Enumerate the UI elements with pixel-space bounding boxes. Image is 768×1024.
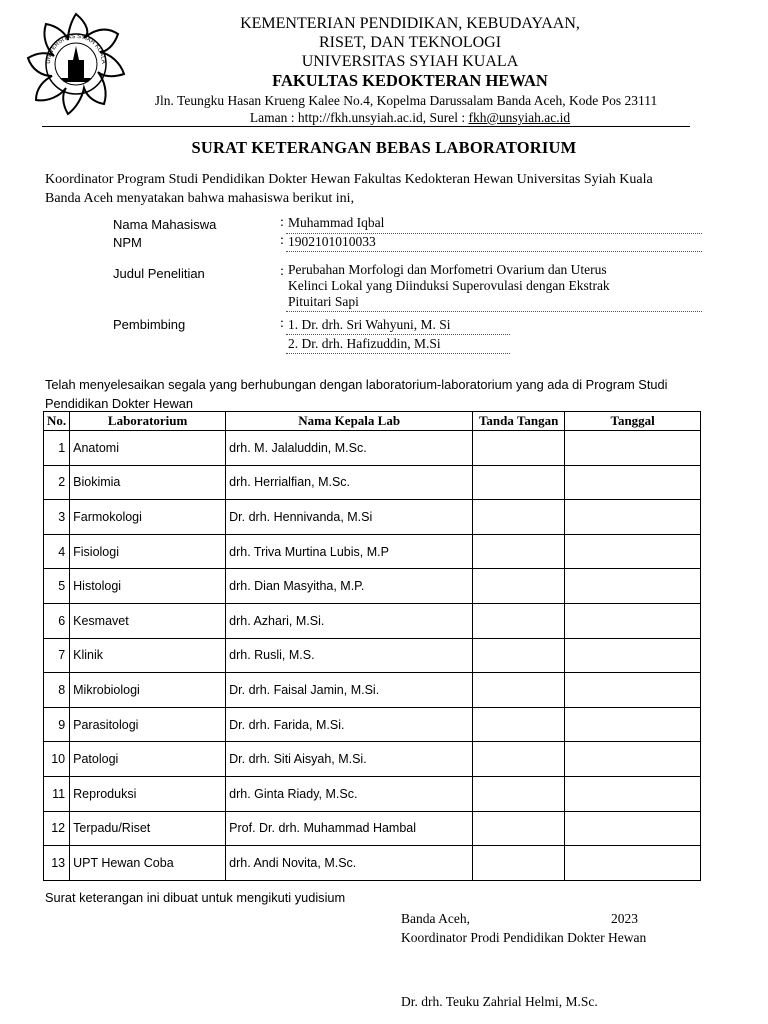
npm-label: NPM [113, 235, 142, 250]
row-no: 4 [44, 534, 70, 569]
date-cell[interactable] [565, 569, 701, 604]
row-head: Dr. drh. Faisal Jamin, M.Si. [226, 673, 473, 708]
completion-line-1: Telah menyelesaikan segala yang berhubungan dengan laboratorium-laboratorium yang ada di Program Studi [45, 377, 668, 392]
signature-cell[interactable] [473, 465, 565, 500]
university-logo [22, 10, 130, 118]
laboratory-table [43, 411, 701, 881]
table-row [44, 638, 701, 673]
row-lab: Fisiologi [70, 534, 226, 569]
signature-year: 2023 [611, 911, 638, 926]
row-lab: Histologi [70, 569, 226, 604]
research-title-colon: : [280, 264, 284, 279]
row-no: 9 [44, 707, 70, 742]
row-head: drh. M. Jalaluddin, M.Sc. [226, 431, 473, 466]
date-cell[interactable] [565, 500, 701, 535]
table-row [44, 673, 701, 708]
signature-cell[interactable] [473, 742, 565, 777]
npm-colon: : [280, 233, 284, 248]
signature-cell[interactable] [473, 534, 565, 569]
faculty-name: FAKULTAS KEDOKTERAN HEWAN [272, 71, 548, 90]
date-cell[interactable] [565, 811, 701, 846]
svg-text:UNIVERSITAS SYIAH KUALA: UNIVERSITAS SYIAH KUALA [45, 33, 107, 65]
signatory-name: Dr. drh. Teuku Zahrial Helmi, M.Sc. [401, 994, 598, 1009]
row-no: 11 [44, 776, 70, 811]
name-colon: : [280, 215, 284, 230]
table-row [44, 811, 701, 846]
row-head: drh. Dian Masyitha, M.P. [226, 569, 473, 604]
row-no: 13 [44, 846, 70, 881]
email-link[interactable]: fkh@unsyiah.ac.id [468, 110, 571, 125]
supervisor-2-dotline [286, 353, 510, 354]
table-row [44, 534, 701, 569]
research-title-line-2: Kelinci Lokal yang Diinduksi Superovulasi dengan Ekstrak [288, 278, 610, 293]
signature-place: Banda Aceh, [401, 911, 470, 926]
row-head: drh. Azhari, M.Si. [226, 603, 473, 638]
row-lab: Klinik [70, 638, 226, 673]
date-cell[interactable] [565, 534, 701, 569]
supervisor-1-dotline [286, 334, 510, 335]
row-lab: Anatomi [70, 431, 226, 466]
research-title-line-1: Perubahan Morfologi dan Morfometri Ovarium dan Uterus [288, 262, 607, 277]
row-no: 2 [44, 465, 70, 500]
row-lab: UPT Hewan Coba [70, 846, 226, 881]
row-no: 8 [44, 673, 70, 708]
row-head: Prof. Dr. drh. Muhammad Hambal [226, 811, 473, 846]
row-head: Dr. drh. Hennivanda, M.Si [226, 500, 473, 535]
address-line: Jln. Teungku Hasan Krueng Kalee No.4, Kopelma Darussalam Banda Aceh, Kode Pos 23111 [154, 93, 658, 108]
row-lab: Biokimia [70, 465, 226, 500]
header-rule [42, 126, 690, 127]
name-label: Nama Mahasiswa [113, 217, 217, 232]
signature-cell[interactable] [473, 638, 565, 673]
header-laboratory: Laboratorium [70, 412, 226, 431]
date-cell[interactable] [565, 776, 701, 811]
ministry-line-1: KEMENTERIAN PENDIDIKAN, KEBUDAYAAN, [240, 15, 580, 32]
date-cell[interactable] [565, 742, 701, 777]
row-head: drh. Herrialfian, M.Sc. [226, 465, 473, 500]
signature-cell[interactable] [473, 707, 565, 742]
table-row [44, 742, 701, 777]
signature-cell[interactable] [473, 846, 565, 881]
signature-role: Koordinator Prodi Pendidikan Dokter Hewan [401, 930, 647, 945]
npm-dotline [286, 251, 702, 252]
date-cell[interactable] [565, 603, 701, 638]
table-row [44, 431, 701, 466]
header-signature: Tanda Tangan [473, 412, 565, 431]
table-row [44, 776, 701, 811]
date-cell[interactable] [565, 431, 701, 466]
website-text: Laman : http://fkh.unsyiah.ac.id, Surel : [249, 110, 469, 125]
row-lab: Patologi [70, 742, 226, 777]
table-row [44, 569, 701, 604]
row-no: 7 [44, 638, 70, 673]
signature-cell[interactable] [473, 811, 565, 846]
name-value: Muhammad Iqbal [288, 215, 385, 230]
header-no: No. [44, 412, 70, 431]
table-row [44, 846, 701, 881]
university-name: UNIVERSITAS SYIAH KUALA [301, 53, 519, 70]
table-row [44, 500, 701, 535]
row-head: Dr. drh. Farida, M.Si. [226, 707, 473, 742]
row-no: 1 [44, 431, 70, 466]
row-lab: Reproduksi [70, 776, 226, 811]
research-title-label: Judul Penelitian [113, 266, 205, 281]
row-head: drh. Triva Murtina Lubis, M.P [226, 534, 473, 569]
row-lab: Parasitologi [70, 707, 226, 742]
signature-cell[interactable] [473, 603, 565, 638]
row-no: 3 [44, 500, 70, 535]
npm-value: 1902101010033 [288, 234, 376, 249]
row-head: Dr. drh. Siti Aisyah, M.Si. [226, 742, 473, 777]
completion-line-2: Pendidikan Dokter Hewan [45, 396, 193, 411]
row-lab: Farmokologi [70, 500, 226, 535]
document-title: SURAT KETERANGAN BEBAS LABORATORIUM [191, 138, 577, 157]
table-row [44, 603, 701, 638]
research-title-dotline [286, 311, 702, 312]
table-row [44, 707, 701, 742]
supervisor-1: 1. Dr. drh. Sri Wahyuni, M. Si [288, 317, 451, 332]
row-head: drh. Ginta Riady, M.Sc. [226, 776, 473, 811]
signature-cell[interactable] [473, 500, 565, 535]
intro-line-2: Banda Aceh menyatakan bahwa mahasiswa berikut ini, [45, 191, 355, 206]
header-lab-head: Nama Kepala Lab [226, 412, 473, 431]
header-date: Tanggal [565, 412, 701, 431]
row-lab: Kesmavet [70, 603, 226, 638]
table-header-row [44, 412, 701, 431]
row-lab: Terpadu/Riset [70, 811, 226, 846]
ministry-line-2: RISET, DAN TEKNOLOGI [318, 34, 502, 51]
row-no: 12 [44, 811, 70, 846]
row-no: 6 [44, 603, 70, 638]
date-cell[interactable] [565, 673, 701, 708]
supervisor-colon: : [280, 316, 284, 331]
date-cell[interactable] [565, 707, 701, 742]
supervisor-label: Pembimbing [113, 317, 186, 332]
row-head: drh. Rusli, M.S. [226, 638, 473, 673]
research-title-line-3: Pituitari Sapi [288, 294, 359, 309]
row-no: 10 [44, 742, 70, 777]
signature-cell[interactable] [473, 673, 565, 708]
date-cell[interactable] [565, 846, 701, 881]
row-no: 5 [44, 569, 70, 604]
signature-cell[interactable] [473, 569, 565, 604]
table-row [44, 465, 701, 500]
signature-cell[interactable] [473, 431, 565, 466]
supervisor-2: 2. Dr. drh. Hafizuddin, M.Si [288, 336, 441, 351]
contact-line [140, 108, 680, 127]
purpose-line: Surat keterangan ini dibuat untuk mengikuti yudisium [45, 890, 346, 905]
date-cell[interactable] [565, 638, 701, 673]
signature-cell[interactable] [473, 776, 565, 811]
date-cell[interactable] [565, 465, 701, 500]
intro-line-1: Koordinator Program Studi Pendidikan Dokter Hewan Fakultas Kedokteran Hewan Universitas Syiah Kuala [45, 172, 653, 187]
row-head: drh. Andi Novita, M.Sc. [226, 846, 473, 881]
row-lab: Mikrobiologi [70, 673, 226, 708]
